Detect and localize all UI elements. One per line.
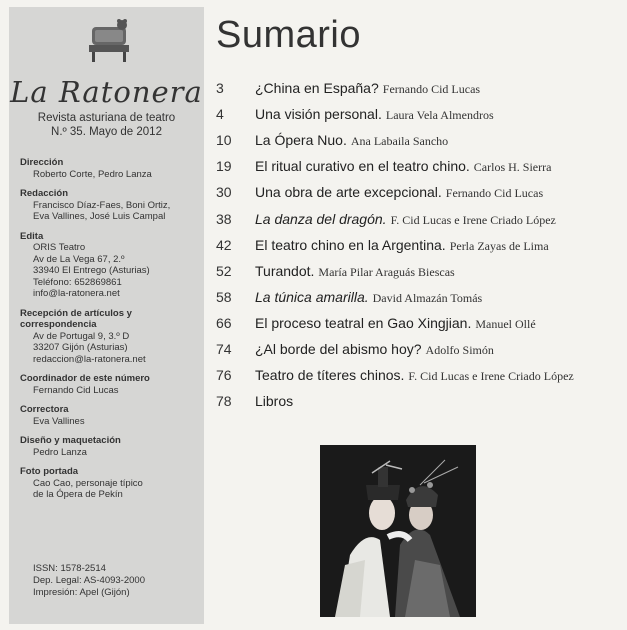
toc-page-number: 74 xyxy=(216,341,232,357)
credit-value: info@la-ratonera.net xyxy=(33,288,120,299)
toc-page-number: 19 xyxy=(216,158,232,175)
toc-article-author: Ana Labaila Sancho xyxy=(350,134,449,149)
credit-value: de la Ópera de Pekín xyxy=(33,489,123,500)
sidebar xyxy=(9,7,204,624)
credit-value: 33207 Gijón (Asturias) xyxy=(33,342,128,353)
toc-article-author: Manuel Ollé xyxy=(475,316,536,331)
credit-value: redaccion@la-ratonera.net xyxy=(33,353,146,365)
credit-block xyxy=(20,435,200,458)
credit-label: Foto portada xyxy=(20,466,79,477)
toc-page-number: 58 xyxy=(216,288,232,305)
credit-value: ORIS Teatro xyxy=(33,242,86,253)
toc-page-number: 4 xyxy=(216,106,224,123)
toc-article-title: Libros xyxy=(255,393,294,410)
toc-article-author: F. Cid Lucas e Irene Criado López xyxy=(390,212,556,227)
magazine-logo xyxy=(9,7,204,147)
toc-article-title: Una visión personal. xyxy=(255,106,382,123)
toc-article xyxy=(255,315,536,332)
credits-list xyxy=(20,157,200,509)
legal-info xyxy=(33,563,145,599)
toc-article-author: Fernando Cid Lucas xyxy=(382,82,481,96)
toc-article-title: El teatro chino en la Argentina. xyxy=(255,236,446,253)
credit-block xyxy=(20,157,200,180)
toc-article-title: La túnica amarilla. xyxy=(255,288,369,305)
credit-block xyxy=(20,308,200,366)
toc-article xyxy=(255,237,549,254)
toc-article-title: El ritual curativo en el teatro chino. xyxy=(255,158,470,175)
credit-value: Roberto Corte, Pedro Lanza xyxy=(33,168,152,180)
credit-value: Fernando Cid Lucas xyxy=(33,384,119,396)
toc-article xyxy=(255,289,482,306)
toc-page-number: 76 xyxy=(216,367,232,384)
toc-article xyxy=(255,132,448,149)
toc-article-author: Laura Vela Almendros xyxy=(385,108,494,123)
toc-page-number: 42 xyxy=(216,236,232,253)
credit-value: Cao Cao, personaje típico xyxy=(33,477,143,489)
opera-performers-image xyxy=(320,445,476,617)
toc-article-author: David Almazán Tomás xyxy=(372,290,483,305)
page-title: Sumario xyxy=(216,14,361,56)
credit-value: Av de Portugal 9, 3.º D xyxy=(33,330,130,342)
credit-value: Av de La Vega 67, 2.º xyxy=(33,253,125,265)
toc-article xyxy=(255,367,574,384)
toc-page-number: 78 xyxy=(216,393,232,410)
toc-article-title: El proceso teatral en Gao Xingjian. xyxy=(255,314,472,331)
legal-line: Impresión: Apel (Gijón) xyxy=(33,587,130,598)
credit-label: Coordinador de este número xyxy=(20,373,150,384)
credit-block xyxy=(20,466,200,501)
toc-article-title: ¿China en España? xyxy=(255,80,379,96)
toc-article-title: Turandot. xyxy=(255,262,315,279)
credit-value: 33940 El Entrego (Asturias) xyxy=(33,265,150,276)
toc-article xyxy=(255,80,480,97)
credit-label: Redacción xyxy=(20,188,69,199)
toc-article-author: F. Cid Lucas e Irene Criado López xyxy=(408,369,574,384)
credit-block xyxy=(20,188,200,223)
toc-article xyxy=(255,341,494,358)
credit-value: Francisco Díaz-Faes, Boni Ortiz, xyxy=(33,199,171,211)
toc-article-author: Carlos H. Sierra xyxy=(473,160,552,175)
credit-block xyxy=(20,231,200,300)
toc-page-number: 30 xyxy=(216,184,232,201)
toc-page-number: 52 xyxy=(216,262,232,279)
theater-seats-icon xyxy=(84,17,134,67)
credit-label: Recepción de artículos y correspondencia xyxy=(20,307,132,330)
toc-article-author: Adolfo Simón xyxy=(425,343,494,357)
credit-value: Eva Vallines, José Luis Campal xyxy=(33,211,166,222)
credit-block xyxy=(20,404,200,427)
toc-article xyxy=(255,184,543,201)
magazine-subtitle xyxy=(9,111,204,139)
credit-value: Pedro Lanza xyxy=(33,446,87,458)
subtitle-text: Revista asturiana de teatro xyxy=(37,112,176,124)
toc-article-title: La Ópera Nuo. xyxy=(255,132,347,149)
toc-article-title: Una obra de arte excepcional. xyxy=(255,184,442,201)
toc-article-author: Fernando Cid Lucas xyxy=(445,186,544,201)
credit-block xyxy=(20,373,200,396)
cover-photo xyxy=(320,445,476,617)
toc-article xyxy=(255,263,455,280)
toc-article xyxy=(255,393,293,409)
legal-line: Dep. Legal: AS-4093-2000 xyxy=(33,575,145,586)
toc-article xyxy=(255,211,556,228)
credit-value: Teléfono: 652869861 xyxy=(33,276,122,288)
toc-article-title: ¿Al borde del abismo hoy? xyxy=(255,341,422,357)
credit-label: Correctora xyxy=(20,404,69,415)
toc-page-number: 66 xyxy=(216,314,232,331)
toc-article xyxy=(255,158,551,175)
credit-value: Eva Vallines xyxy=(33,415,85,427)
toc-article-title: Teatro de títeres chinos. xyxy=(255,367,405,384)
toc-page-number: 3 xyxy=(216,80,224,96)
toc-article xyxy=(255,106,494,123)
toc-article-author: María Pilar Araguás Biescas xyxy=(318,264,455,279)
legal-line: ISSN: 1578-2514 xyxy=(33,563,106,574)
logo-title: La Ratonera xyxy=(10,75,203,109)
toc-page-number: 10 xyxy=(216,132,232,149)
toc-page-number: 38 xyxy=(216,210,232,227)
issue-text: N.º 35. Mayo de 2012 xyxy=(51,126,162,138)
credit-label: Diseño y maquetación xyxy=(20,435,121,446)
credit-label: Edita xyxy=(20,230,44,242)
credit-label: Dirección xyxy=(20,157,64,168)
toc-article-author: Perla Zayas de Lima xyxy=(449,238,549,253)
toc-article-title: La danza del dragón. xyxy=(255,210,387,227)
